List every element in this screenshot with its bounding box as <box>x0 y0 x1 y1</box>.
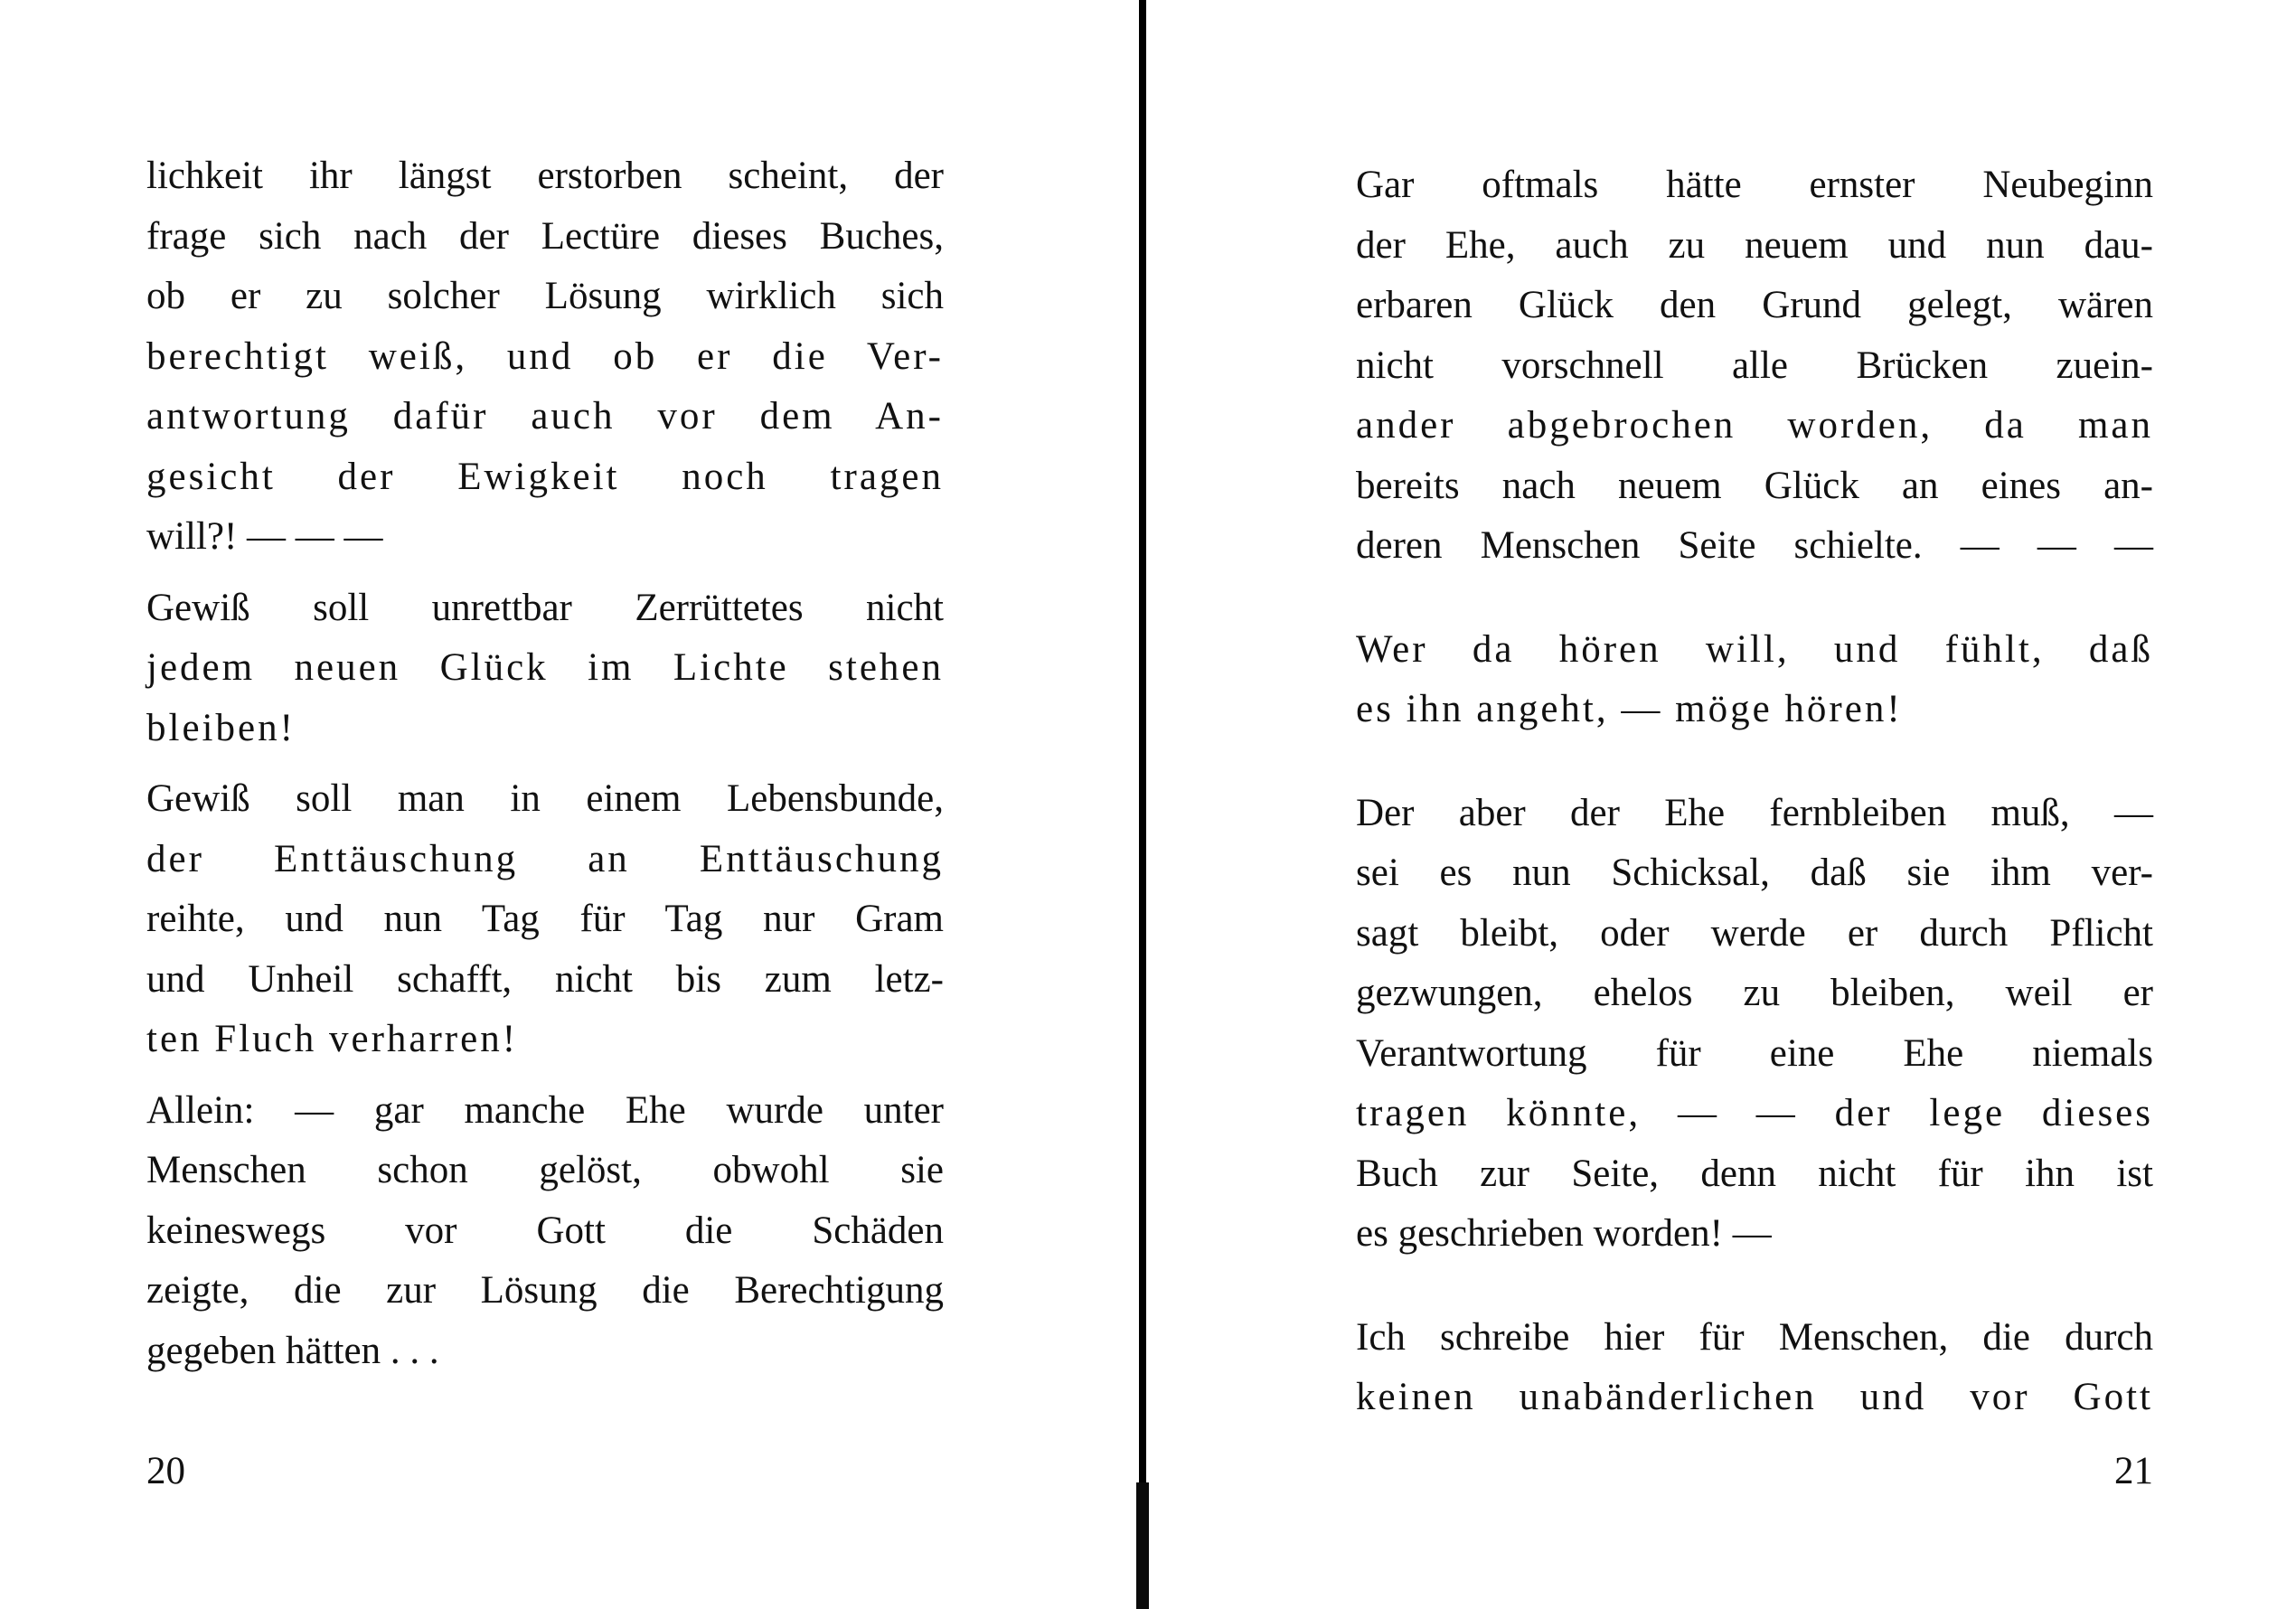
text-line: Gewiß soll man in einem Lebensbunde, <box>146 777 944 820</box>
text-line: antwortung dafür auch vor dem An- <box>146 395 944 438</box>
text-line: ten Fluch verharren! <box>146 1018 519 1060</box>
text-line: und Unheil schafft, nicht bis zum letz- <box>146 957 944 1001</box>
text-line: bleiben! <box>146 706 296 749</box>
left-paragraph-4 <box>146 1081 944 1382</box>
right-paragraph-1 <box>1356 155 2153 577</box>
text-line: deren Menschen Seite schielte. — — — <box>1356 524 2153 567</box>
text-line: der Ehe, auch zu neuem und nun dau- <box>1356 223 2153 267</box>
page-number-right: 21 <box>2114 1450 2153 1492</box>
text-line: gesicht der Ewigkeit noch tragen <box>146 455 944 498</box>
text-line: Allein: — gar manche Ehe wurde unter <box>146 1088 944 1132</box>
text-line: reihte, und nun Tag für Tag nur Gram <box>146 898 944 940</box>
left-page <box>0 0 1141 1609</box>
text-line: keinen unabänderlichen und vor Gott <box>1356 1376 2153 1418</box>
left-paragraph-2 <box>146 579 944 759</box>
text-line: lichkeit ihr längst erstorben scheint, der <box>146 155 944 197</box>
text-line: jedem neuen Glück im Lichte stehen <box>146 646 944 689</box>
text-line: es ihn angeht, — möge hören! <box>1356 688 1903 730</box>
text-line: tragen könnte, — — der lege dieses <box>1356 1092 2153 1134</box>
text-line: bereits nach neuem Glück an eines an- <box>1356 464 2153 507</box>
text-line: Verantwortung für eine Ehe niemals <box>1356 1031 2153 1075</box>
text-line: sei es nun Schicksal, daß sie ihm ver- <box>1356 852 2153 894</box>
left-page-text <box>146 146 944 1381</box>
right-paragraph-4 <box>1356 1308 2153 1428</box>
text-line: erbaren Glück den Grund gelegt, wären <box>1356 284 2153 326</box>
left-paragraph-3 <box>146 769 944 1070</box>
text-line: berechtigt weiß, und ob er die Ver- <box>146 334 944 378</box>
text-line: Buch zur Seite, denn nicht für ihn ist <box>1356 1152 2153 1195</box>
text-line: Gar oftmals hätte ernster Neubeginn <box>1356 164 2153 206</box>
text-line: sagt bleibt, oder werde er durch Pflicht <box>1356 911 2153 955</box>
right-paragraph-2 <box>1356 620 2153 740</box>
text-line: ob er zu solcher Lösung wirklich sich <box>146 275 944 317</box>
right-page-text <box>1356 155 2153 1428</box>
gutter-shadow <box>1136 1482 1149 1609</box>
text-line: gezwungen, ehelos zu bleiben, weil er <box>1356 972 2153 1014</box>
text-line: der Enttäuschung an Enttäuschung <box>146 837 944 880</box>
left-paragraph-1 <box>146 146 944 568</box>
text-line: Gewiß soll unrettbar Zerrüttetes nicht <box>146 586 944 629</box>
text-line: Menschen schon gelöst, obwohl sie <box>146 1149 944 1191</box>
text-line: es geschrieben worden! — <box>1356 1212 1772 1255</box>
text-line: ander abgebrochen worden, da man <box>1356 404 2153 447</box>
text-line: Der aber der Ehe fernbleiben muß, — <box>1356 791 2153 834</box>
text-line: frage sich nach der Lectüre dieses Buches, <box>146 214 944 258</box>
book-gutter <box>1136 0 1151 1609</box>
gutter-line <box>1139 0 1146 1609</box>
right-page <box>1155 0 2296 1609</box>
text-line: zeigte, die zur Lösung die Berechtigung <box>146 1269 944 1312</box>
page-number-left: 20 <box>146 1450 185 1492</box>
right-paragraph-3 <box>1356 784 2153 1265</box>
text-line: will?! — — — <box>146 515 383 558</box>
text-line: gegeben hätten . . . <box>146 1329 439 1372</box>
text-line: Ich schreibe hier für Menschen, die durch <box>1356 1315 2153 1359</box>
text-line: Wer da hören will, und fühlt, daß <box>1356 627 2153 671</box>
text-line: keineswegs vor Gott die Schäden <box>146 1209 944 1252</box>
text-line: nicht vorschnell alle Brücken zuein- <box>1356 343 2153 387</box>
